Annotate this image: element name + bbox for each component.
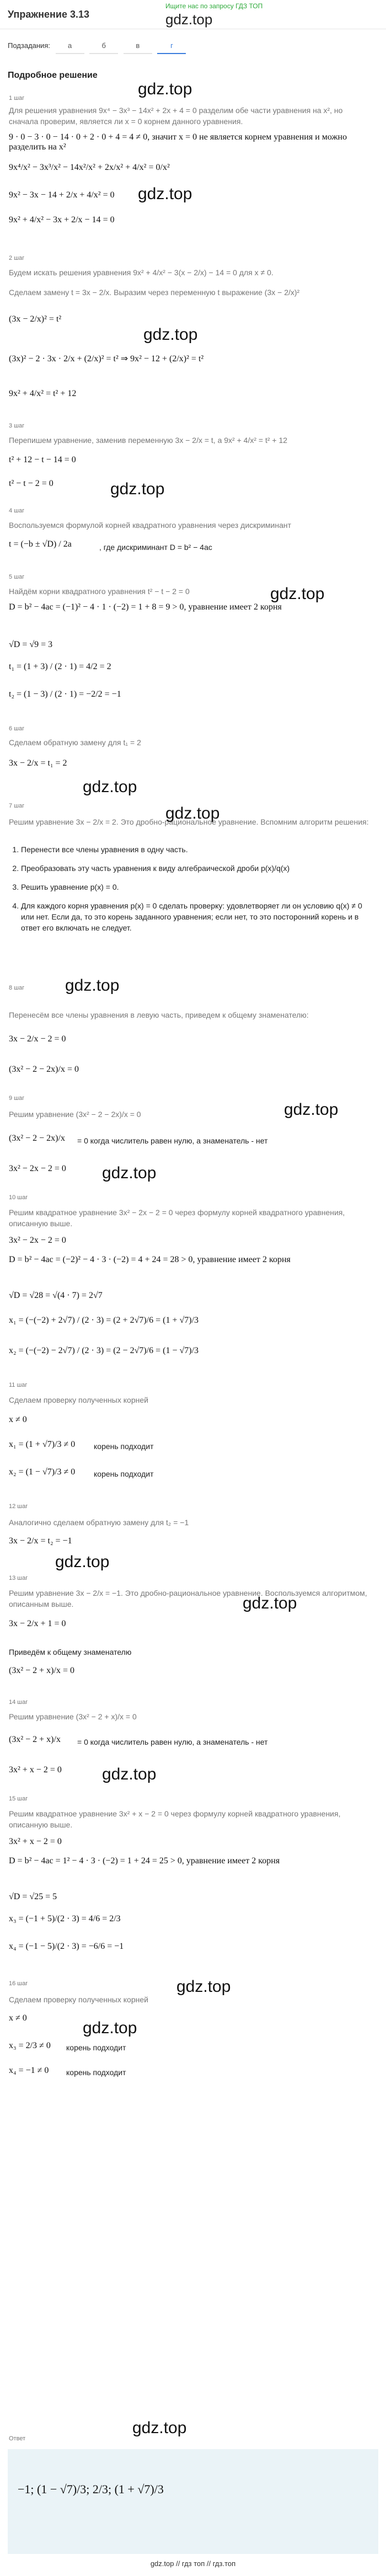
watermark: gdz.top: [83, 2019, 137, 2037]
math-formula: 9x² − 3x − 14 + 2/x + 4/x² = 0: [9, 190, 115, 200]
math-formula: 3x² − 2x − 2 = 0: [9, 1236, 66, 1245]
math-formula: x₁ = (1 + √7)/3 ≠ 0: [9, 1440, 76, 1449]
step-text: корень подходит: [94, 1442, 154, 1451]
math-formula: t² + 12 − t − 14 = 0: [9, 455, 76, 464]
math-formula: x₃ = (−1 + 5)/(2 · 3) = 4/6 = 2/3: [9, 1914, 121, 1923]
math-formula: 3x − 2/x = t₂ = −1: [9, 1536, 72, 1546]
math-formula: (3x² − 2 + x)/x: [9, 1735, 61, 1744]
math-formula: t = (−b ± √D) / 2a: [9, 539, 72, 549]
step-text: Сделаем обратную замену для t₁ = 2: [9, 738, 141, 747]
page-title: Упражнение 3.13: [8, 9, 90, 20]
math-formula: t₁ = (1 + 3) / (2 · 1) = 4/2 = 2: [9, 662, 111, 671]
tab-v[interactable]: в: [124, 39, 152, 54]
step-text: = 0 когда числитель равен нулю, а знаменатель - нет: [77, 1136, 268, 1145]
step-text: Приведём к общему знаменателю: [9, 1648, 132, 1656]
step-label: 12 шаг: [9, 1503, 28, 1510]
watermark: gdz.top: [102, 1765, 157, 1783]
math-formula: x₁ = (−(−2) + 2√7) / (2 · 3) = (2 + 2√7)/6 = (1 + √7)/3: [9, 1316, 199, 1325]
watermark: gdz.top: [243, 1594, 297, 1612]
math-formula: x₄ = −1 ≠ 0: [9, 2066, 49, 2075]
watermark: gdz.top: [165, 804, 220, 822]
step-text: Решим уравнение 3x − 2/x = −1. Это дробно-рациональное уравнение. Воспользуемся алгоритмом, описанным выше.: [9, 1589, 367, 1608]
step-text: корень подходит: [94, 1469, 154, 1478]
math-formula: x₂ = (−(−2) − 2√7) / (2 · 3) = (2 − 2√7)/6 = (1 − √7)/3: [9, 1346, 199, 1355]
step-label: 13 шаг: [9, 1575, 28, 1581]
watermark: gdz.top: [55, 1553, 110, 1571]
step-text: Сделаем проверку полученных корней: [9, 1396, 148, 1404]
step-text: Для решения уравнения 9x⁴ − 3x³ − 14x² + 2x + 4 = 0 разделим обе части уравнения на x², но сначала проверим, является ли x = 0 корнем данного уравнения.: [9, 106, 343, 126]
math-formula: √D = √28 = √(4 · 7) = 2√7: [9, 1291, 103, 1300]
step-text: 9 · 0 − 3 · 0 − 14 · 0 + 2 · 0 + 4 = 4 ≠ 0, значит x = 0 не является корнем уравнения и можно разделить на x²: [9, 132, 347, 152]
step-label: 15 шаг: [9, 1795, 28, 1802]
math-formula: 3x − 2/x + 1 = 0: [9, 1619, 66, 1628]
math-formula: x ≠ 0: [9, 2013, 27, 2023]
math-formula: 9x² + 4/x² − 3x + 2/x − 14 = 0: [9, 215, 115, 225]
step-label: 11 шаг: [9, 1382, 28, 1388]
watermark: gdz.top: [138, 80, 192, 98]
step-label: 2 шаг: [9, 255, 25, 261]
step-text: D = b² − 4ac = (−2)² − 4 · 3 · (−2) = 4 + 24 = 28 > 0, уравнение имеет 2 корня: [9, 1255, 291, 1264]
watermark: gdz.top: [102, 1164, 157, 1182]
math-formula: √D = √9 = 3: [9, 640, 53, 649]
step-text: Сделаем проверку полученных корней: [9, 1995, 148, 2004]
math-formula: 3x² + x − 2 = 0: [9, 1765, 62, 1775]
step-text: Решим квадратное уравнение 3x² − 2x − 2 = 0 через формулу корней квадратного уравнения, описанную выше.: [9, 1208, 345, 1228]
watermark: gdz.top: [143, 325, 198, 344]
tab-b[interactable]: б: [89, 39, 118, 54]
step-text: корень подходит: [66, 2068, 126, 2077]
math-formula: √D = √25 = 5: [9, 1892, 57, 1901]
subtask-label: Подзадания:: [8, 41, 50, 50]
step-text: Будем искать решения уравнения 9x² + 4/x² − 3(x − 2/x) − 14 = 0 для x ≠ 0.: [9, 268, 274, 277]
algorithm-item: 3. Решить уравнение p(x) = 0.: [21, 881, 373, 892]
step-text: Решим уравнение (3x² − 2 − 2x)/x = 0: [9, 1110, 141, 1119]
step-label: 9 шаг: [9, 1095, 25, 1102]
algorithm-item: 2. Преобразовать эту часть уравнения к виду алгебраической дроби p(x)/q(x): [21, 863, 373, 874]
step-text: , где дискриминант D = b² − 4ac: [99, 543, 212, 552]
site-logo[interactable]: gdz.top: [165, 11, 213, 28]
watermark: gdz.top: [83, 778, 137, 796]
search-hint-link[interactable]: Ищите нас по запросу ГДЗ ТОП: [165, 2, 263, 10]
math-formula: 3x − 2/x − 2 = 0: [9, 1034, 66, 1044]
math-formula: t₂ = (1 − 3) / (2 · 1) = −2/2 = −1: [9, 690, 121, 699]
step-text: Перепишем уравнение, заменив переменную 3x − 2/x = t, а 9x² + 4/x² = t² + 12: [9, 436, 288, 445]
watermark: gdz.top: [132, 2419, 187, 2437]
math-formula: 3x² + x − 2 = 0: [9, 1837, 62, 1846]
math-formula: x₃ = 2/3 ≠ 0: [9, 2041, 51, 2050]
step-text: Решим уравнение (3x² − 2 + x)/x = 0: [9, 1712, 137, 1721]
step-label: 8 шаг: [9, 985, 25, 991]
watermark: gdz.top: [138, 185, 192, 203]
top-bar: [0, 0, 386, 29]
math-formula: 9x⁴/x² − 3x³/x² − 14x²/x² + 2x/x² + 4/x² = 0/x²: [9, 163, 170, 172]
answer-box: [8, 2449, 378, 2554]
watermark: gdz.top: [110, 480, 165, 498]
step-label: 6 шаг: [9, 725, 25, 732]
step-label: 4 шаг: [9, 507, 25, 514]
step-label: 5 шаг: [9, 574, 25, 580]
math-formula: 9x² + 4/x² = t² + 12: [9, 389, 77, 398]
algorithm-list: [9, 844, 373, 941]
step-text: Перенесём все члены уравнения в левую часть, приведем к общему знаменателю:: [9, 1011, 309, 1019]
solution-title: Подробное решение: [8, 71, 98, 80]
step-text: Сделаем замену t = 3x − 2/x. Выразим через переменную t выражение (3x − 2/x)²: [9, 288, 300, 297]
step-text: Аналогично сделаем обратную замену для t₂ = −1: [9, 1518, 189, 1527]
tab-a[interactable]: а: [56, 39, 84, 54]
math-formula: (3x² − 2 − 2x)/x: [9, 1134, 65, 1143]
math-formula: (3x − 2/x)² = t²: [9, 314, 62, 324]
step-text: D = b² − 4ac = (−1)² − 4 · 1 · (−2) = 1 + 8 = 9 > 0, уравнение имеет 2 корня: [9, 602, 282, 612]
step-label: 1 шаг: [9, 95, 25, 101]
math-formula: (3x² − 2 + x)/x = 0: [9, 1666, 74, 1675]
step-label: 3 шаг: [9, 423, 25, 429]
math-formula: x ≠ 0: [9, 1415, 27, 1424]
algorithm-item: 1. Перенести все члены уравнения в одну часть.: [21, 844, 373, 855]
step-label: 14 шаг: [9, 1699, 28, 1706]
step-label: 10 шаг: [9, 1194, 28, 1201]
step-label: 7 шаг: [9, 803, 25, 809]
watermark: gdz.top: [65, 976, 120, 995]
math-formula: 3x² − 2x − 2 = 0: [9, 1164, 66, 1173]
watermark: gdz.top: [284, 1100, 339, 1119]
answer-formula: −1; (1 − √7)/3; 2/3; (1 + √7)/3: [18, 2482, 164, 2496]
step-text: Решим квадратное уравнение 3x² + x − 2 = 0 через формулу корней квадратного уравнения, описанную выше.: [9, 1809, 341, 1829]
watermark: gdz.top: [270, 585, 325, 603]
step-label: 16 шаг: [9, 1980, 28, 1987]
math-formula: x₂ = (1 − √7)/3 ≠ 0: [9, 1467, 76, 1477]
step-text: Воспользуемся формулой корней квадратного уравнения через дискриминант: [9, 521, 292, 530]
step-text: = 0 когда числитель равен нулю, а знаменатель - нет: [77, 1738, 268, 1746]
math-formula: t² − t − 2 = 0: [9, 479, 53, 488]
watermark: gdz.top: [176, 1978, 231, 1996]
tab-g[interactable]: г: [157, 39, 186, 54]
math-formula: (3x)² − 2 · 3x · 2/x + (2/x)² = t² ⇒ 9x² − 12 + (2/x)² = t²: [9, 354, 204, 364]
math-formula: (3x² − 2 − 2x)/x = 0: [9, 1065, 79, 1074]
footer: gdz.top // гдз топ // гдз.топ: [150, 2559, 236, 2568]
algorithm-item: 4. Для каждого корня уравнения p(x) = 0 сделать проверку: удовлетворяет ли он условию q(x) ≠ 0 или нет. Если да, то это корень заданного уравнения; если нет, то это посторонний корень и в ответ его включать не следует.: [21, 900, 373, 933]
subtask-tabs: [8, 39, 186, 54]
math-formula: 3x − 2/x = t₁ = 2: [9, 758, 67, 768]
step-text: Решим уравнение 3x − 2/x = 2. Это дробно-рациональное уравнение. Вспомним алгоритм решения:: [9, 817, 369, 826]
answer-label: Ответ: [9, 2435, 26, 2442]
math-formula: x₄ = (−1 − 5)/(2 · 3) = −6/6 = −1: [9, 1942, 124, 1951]
step-text: D = b² − 4ac = 1² − 4 · 3 · (−2) = 1 + 24 = 25 > 0, уравнение имеет 2 корня: [9, 1856, 280, 1866]
step-text: Найдём корни квадратного уравнения t² − t − 2 = 0: [9, 587, 190, 596]
step-text: корень подходит: [66, 2043, 126, 2052]
